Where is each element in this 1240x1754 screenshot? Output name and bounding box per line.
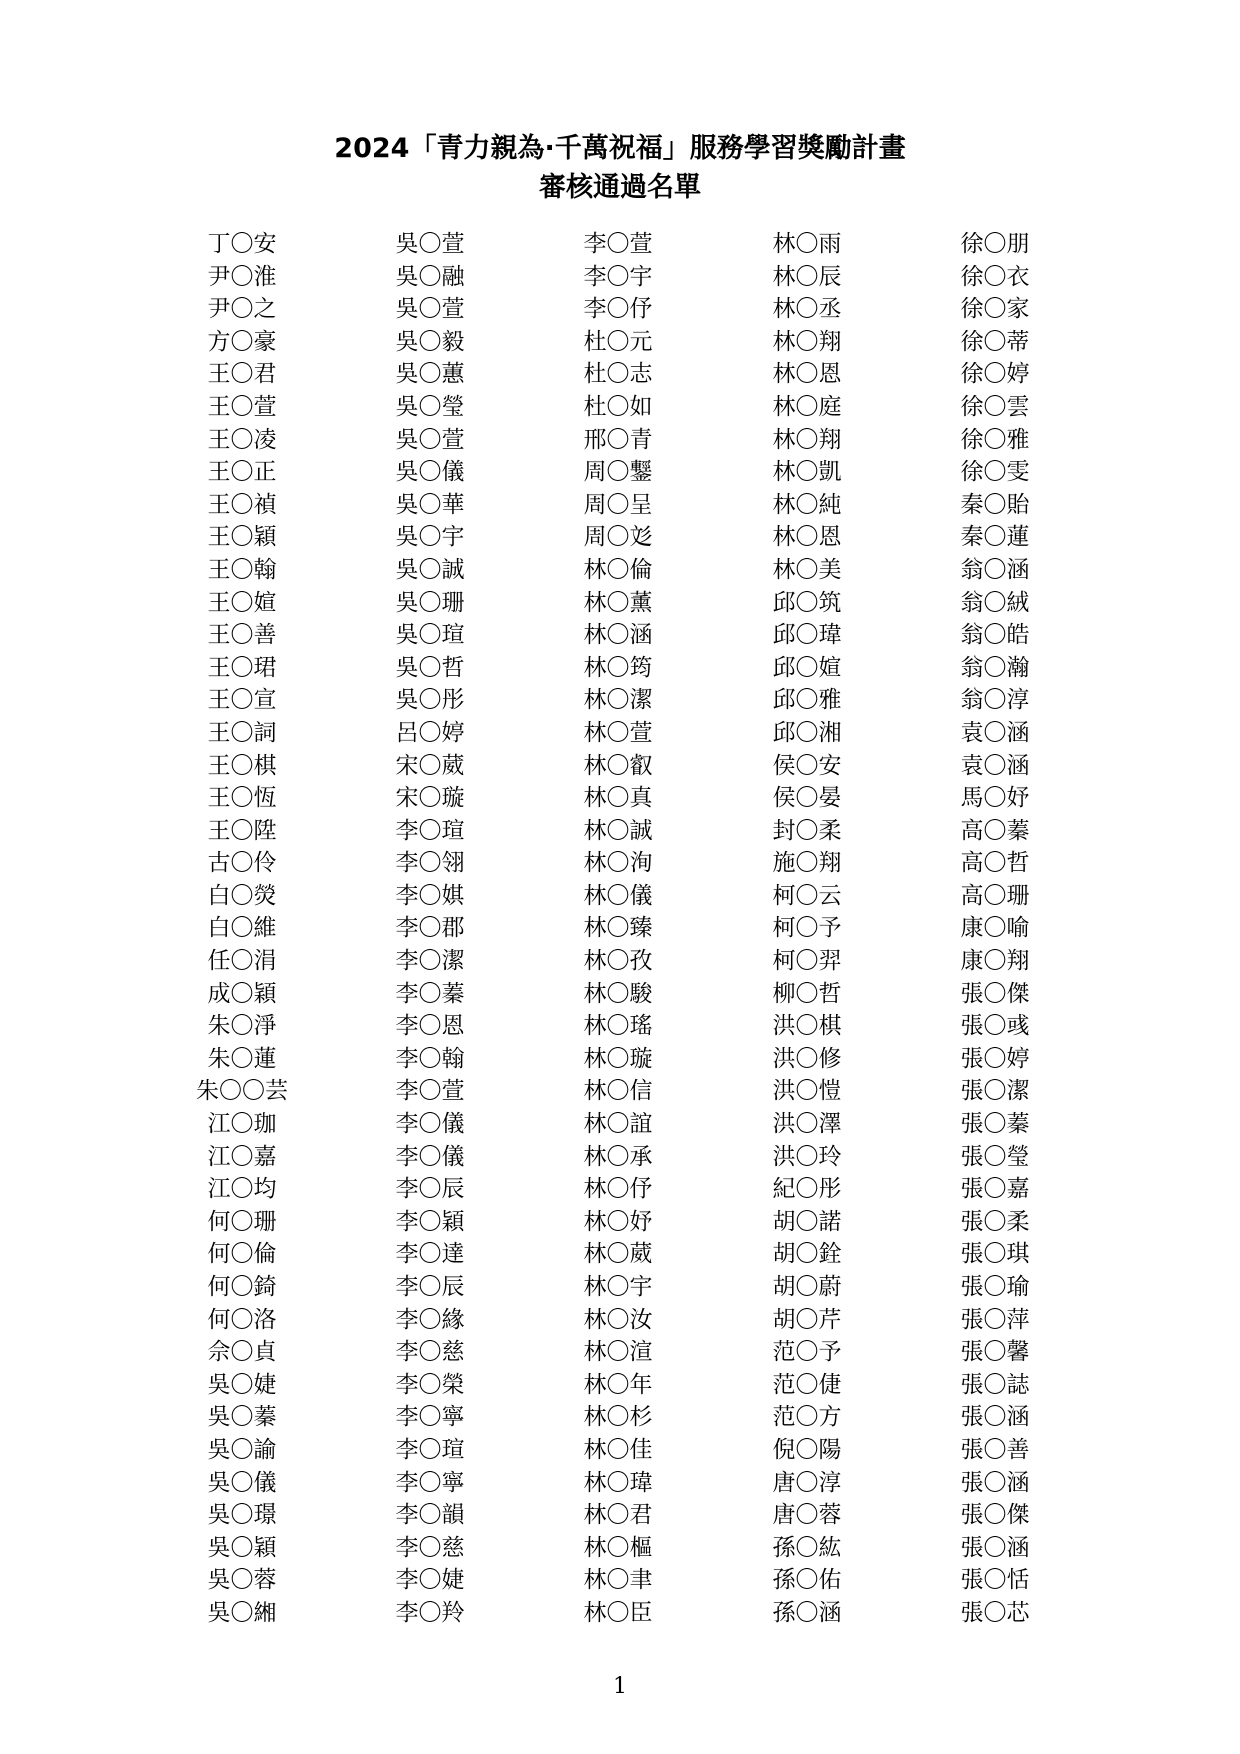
name-column-1: [167, 228, 317, 1630]
name-entry: 宋〇葳: [395, 752, 465, 779]
name-entry: 林〇君: [583, 1502, 653, 1529]
name-entry: 王〇禎: [207, 491, 277, 518]
name-entry: 林〇倫: [583, 556, 653, 583]
name-entry: 王〇媗: [207, 589, 277, 616]
name-entry: 邱〇媗: [772, 654, 842, 681]
name-entry: 邱〇筑: [772, 589, 842, 616]
name-entry: 周〇彣: [583, 524, 653, 551]
name-entry: 唐〇淳: [772, 1469, 842, 1496]
name-entry: 林〇葳: [583, 1241, 653, 1268]
name-entry: 林〇伃: [583, 1176, 653, 1203]
name-entry: 吳〇緗: [207, 1599, 277, 1626]
name-entry: 尹〇之: [207, 296, 277, 323]
name-entry: 張〇誌: [960, 1371, 1030, 1398]
name-entry: 朱〇淨: [207, 1013, 277, 1040]
name-entry: 袁〇涵: [960, 752, 1030, 779]
name-entry: 成〇穎: [207, 980, 277, 1007]
name-entry: 吳〇諭: [207, 1436, 277, 1463]
name-entry: 徐〇婷: [960, 361, 1030, 388]
name-entry: 李〇儀: [395, 1143, 465, 1170]
name-entry: 林〇誠: [583, 817, 653, 844]
name-entry: 邢〇青: [583, 426, 653, 453]
name-entry: 林〇汝: [583, 1306, 653, 1333]
name-entry: 何〇珊: [207, 1208, 277, 1235]
name-entry: 朱〇蓮: [207, 1045, 277, 1072]
name-entry: 林〇美: [772, 556, 842, 583]
name-entry: 林〇丞: [772, 296, 842, 323]
name-entry: 林〇渲: [583, 1339, 653, 1366]
name-entry: 吳〇珊: [395, 589, 465, 616]
name-entry: 洪〇棋: [772, 1013, 842, 1040]
name-entry: 林〇聿: [583, 1567, 653, 1594]
name-entry: 尹〇淮: [207, 263, 277, 290]
name-entry: 吳〇彤: [395, 687, 465, 714]
name-entry: 洪〇修: [772, 1045, 842, 1072]
name-entry: 林〇宇: [583, 1274, 653, 1300]
name-entry: 吳〇華: [395, 491, 465, 518]
name-entry: 邱〇瑋: [772, 622, 842, 649]
name-entry: 吳〇萱: [395, 231, 465, 257]
name-entry: 王〇君: [207, 361, 277, 388]
name-entry: 吳〇婕: [207, 1371, 277, 1398]
name-entry: 吳〇儀: [207, 1469, 277, 1496]
name-entry: 胡〇銓: [772, 1241, 842, 1268]
name-entry: 周〇鑋: [583, 459, 653, 486]
name-entry: 高〇哲: [960, 850, 1030, 877]
name-entry: 張〇善: [960, 1436, 1030, 1463]
name-entry: 洪〇愷: [772, 1078, 842, 1105]
name-column-4: [732, 228, 882, 1630]
name-entry: 徐〇蒂: [960, 328, 1030, 355]
name-entry: 張〇潔: [960, 1078, 1030, 1105]
name-entry: 王〇正: [207, 459, 277, 486]
name-entry: 古〇伶: [207, 850, 277, 877]
name-entry: 封〇柔: [772, 817, 842, 844]
name-entry: 王〇詞: [207, 719, 277, 746]
name-entry: 王〇善: [207, 622, 277, 649]
name-entry: 李〇儀: [395, 1111, 465, 1138]
name-entry: 李〇蓁: [395, 980, 465, 1007]
name-entry: 高〇蓁: [960, 817, 1030, 844]
name-entry: 張〇柔: [960, 1208, 1030, 1235]
name-entry: 吳〇宇: [395, 524, 465, 551]
name-entry: 胡〇芹: [772, 1306, 842, 1333]
name-entry: 張〇婷: [960, 1045, 1030, 1072]
name-entry: 王〇恆: [207, 785, 277, 812]
name-entry: 林〇佳: [583, 1436, 653, 1463]
name-entry: 佘〇貞: [207, 1339, 277, 1366]
name-entry: 杜〇如: [583, 393, 653, 420]
name-entry: 林〇恩: [772, 524, 842, 551]
name-column-3: [543, 228, 693, 1630]
name-entry: 林〇辰: [772, 263, 842, 290]
name-entry: 康〇喻: [960, 915, 1030, 942]
name-entry: 唐〇蓉: [772, 1502, 842, 1529]
name-entry: 秦〇貽: [960, 491, 1030, 518]
name-entry: 王〇翰: [207, 556, 277, 583]
name-entry: 李〇翰: [395, 1045, 465, 1072]
name-entry: 張〇瑩: [960, 1143, 1030, 1170]
name-entry: 何〇錡: [207, 1274, 277, 1300]
name-entry: 林〇翔: [772, 328, 842, 355]
name-entry: 林〇誼: [583, 1111, 653, 1138]
name-entry: 吳〇誠: [395, 556, 465, 583]
name-entry: 張〇琪: [960, 1241, 1030, 1268]
name-entry: 張〇馨: [960, 1339, 1030, 1366]
name-entry: 李〇恩: [395, 1013, 465, 1040]
name-entry: 施〇翔: [772, 850, 842, 877]
name-entry: 胡〇諾: [772, 1208, 842, 1235]
name-entry: 柯〇予: [772, 915, 842, 942]
name-entry: 王〇陞: [207, 817, 277, 844]
name-entry: 徐〇雯: [960, 459, 1030, 486]
name-entry: 侯〇安: [772, 752, 842, 779]
name-entry: 徐〇雅: [960, 426, 1030, 453]
name-entry: 林〇凱: [772, 459, 842, 486]
name-entry: 張〇涵: [960, 1404, 1030, 1431]
name-entry: 林〇瑋: [583, 1469, 653, 1496]
name-entry: 孫〇佑: [772, 1567, 842, 1594]
name-entry: 王〇穎: [207, 524, 277, 551]
name-entry: 王〇宣: [207, 687, 277, 714]
name-entry: 張〇芯: [960, 1599, 1030, 1626]
name-entry: 吳〇瑩: [395, 393, 465, 420]
name-entry: 林〇真: [583, 785, 653, 812]
name-entry: 李〇萱: [395, 1078, 465, 1105]
name-entry: 林〇臣: [583, 1599, 653, 1626]
name-entry: 林〇妤: [583, 1208, 653, 1235]
name-entry: 李〇羚: [395, 1599, 465, 1626]
name-entry: 林〇筠: [583, 654, 653, 681]
name-entry: 李〇達: [395, 1241, 465, 1268]
name-entry: 林〇翔: [772, 426, 842, 453]
name-entry: 侯〇晏: [772, 785, 842, 812]
name-entry: 李〇萱: [583, 231, 653, 257]
name-entry: 張〇蓁: [960, 1111, 1030, 1138]
name-entry: 方〇豪: [207, 328, 277, 355]
name-entry: 吳〇穎: [207, 1534, 277, 1561]
name-entry: 吳〇蕙: [395, 361, 465, 388]
document-title: 2024「青力親為·千萬祝福」服務學習獎勵計畫: [334, 133, 906, 164]
name-entry: 翁〇皓: [960, 622, 1030, 649]
name-entry: 王〇凌: [207, 426, 277, 453]
name-entry: 張〇瑜: [960, 1274, 1030, 1300]
name-entry: 翁〇絨: [960, 589, 1030, 616]
name-entry: 林〇純: [772, 491, 842, 518]
name-entry: 周〇呈: [583, 491, 653, 518]
name-entry: 林〇雨: [772, 231, 842, 257]
name-entry: 范〇倢: [772, 1371, 842, 1398]
name-entry: 吳〇萱: [395, 426, 465, 453]
name-entry: 林〇瑤: [583, 1013, 653, 1040]
name-entry: 吳〇融: [395, 263, 465, 290]
name-entry: 白〇維: [207, 915, 277, 942]
name-entry: 李〇穎: [395, 1208, 465, 1235]
name-entry: 柳〇哲: [772, 980, 842, 1007]
name-entry: 張〇嘉: [960, 1176, 1030, 1203]
name-entry: 江〇均: [207, 1176, 277, 1203]
name-entry: 李〇潔: [395, 948, 465, 975]
name-entry: 邱〇雅: [772, 687, 842, 714]
name-entry: 柯〇云: [772, 882, 842, 909]
name-entry: 林〇庭: [772, 393, 842, 420]
name-entry: 李〇榮: [395, 1371, 465, 1398]
name-entry: 杜〇元: [583, 328, 653, 355]
name-entry: 朱〇〇芸: [196, 1078, 288, 1105]
name-entry: 何〇倫: [207, 1241, 277, 1268]
name-entry: 倪〇陽: [772, 1436, 842, 1463]
name-entry: 吳〇瑄: [395, 622, 465, 649]
name-entry: 林〇薰: [583, 589, 653, 616]
name-entry: 邱〇湘: [772, 719, 842, 746]
name-column-5: [920, 228, 1070, 1630]
name-entry: 馬〇妤: [960, 785, 1030, 812]
name-entry: 張〇傑: [960, 1502, 1030, 1529]
name-entry: 張〇彧: [960, 1013, 1030, 1040]
name-entry: 李〇慈: [395, 1534, 465, 1561]
name-entry: 張〇涵: [960, 1534, 1030, 1561]
name-column-2: [355, 228, 505, 1630]
name-entry: 吳〇蓉: [207, 1567, 277, 1594]
name-entry: 江〇珈: [207, 1111, 277, 1138]
name-entry: 林〇年: [583, 1371, 653, 1398]
name-entry: 林〇承: [583, 1143, 653, 1170]
name-entry: 白〇熒: [207, 882, 277, 909]
name-entry: 林〇儀: [583, 882, 653, 909]
name-entry: 林〇杉: [583, 1404, 653, 1431]
name-entry: 李〇娸: [395, 882, 465, 909]
name-entry: 林〇璇: [583, 1045, 653, 1072]
name-entry: 洪〇澤: [772, 1111, 842, 1138]
name-entry: 李〇寧: [395, 1469, 465, 1496]
name-entry: 林〇樞: [583, 1534, 653, 1561]
name-entry: 丁〇安: [207, 231, 277, 257]
name-entry: 林〇駿: [583, 980, 653, 1007]
name-entry: 洪〇玲: [772, 1143, 842, 1170]
name-entry: 李〇郡: [395, 915, 465, 942]
name-entry: 王〇珺: [207, 654, 277, 681]
name-entry: 徐〇朋: [960, 231, 1030, 257]
name-entry: 范〇予: [772, 1339, 842, 1366]
name-entry: 呂〇婷: [395, 719, 465, 746]
name-entry: 林〇孜: [583, 948, 653, 975]
name-entry: 張〇涵: [960, 1469, 1030, 1496]
name-entry: 袁〇涵: [960, 719, 1030, 746]
name-entry: 任〇涓: [207, 948, 277, 975]
name-entry: 吳〇璟: [207, 1502, 277, 1529]
name-entry: 吳〇萱: [395, 296, 465, 323]
name-entry: 李〇伃: [583, 296, 653, 323]
name-entry: 李〇辰: [395, 1274, 465, 1300]
name-entry: 徐〇雲: [960, 393, 1030, 420]
name-entry: 李〇瑄: [395, 1436, 465, 1463]
name-entry: 康〇翔: [960, 948, 1030, 975]
name-entry: 吳〇儀: [395, 459, 465, 486]
name-entry: 林〇臻: [583, 915, 653, 942]
name-entry: 胡〇蔚: [772, 1274, 842, 1300]
name-entry: 林〇恩: [772, 361, 842, 388]
name-entry: 孫〇涵: [772, 1599, 842, 1626]
name-entry: 紀〇彤: [772, 1176, 842, 1203]
name-entry: 吳〇毅: [395, 328, 465, 355]
page-number: 1: [613, 1674, 627, 1699]
name-entry: 張〇恬: [960, 1567, 1030, 1594]
name-entry: 宋〇璇: [395, 785, 465, 812]
name-entry: 翁〇瀚: [960, 654, 1030, 681]
name-entry: 林〇潔: [583, 687, 653, 714]
document-subtitle: 審核通過名單: [539, 172, 701, 203]
name-entry: 徐〇衣: [960, 263, 1030, 290]
name-entry: 翁〇涵: [960, 556, 1030, 583]
name-entry: 柯〇羿: [772, 948, 842, 975]
name-entry: 李〇慈: [395, 1339, 465, 1366]
name-entry: 徐〇家: [960, 296, 1030, 323]
name-entry: 李〇翎: [395, 850, 465, 877]
name-entry: 林〇信: [583, 1078, 653, 1105]
name-entry: 林〇洵: [583, 850, 653, 877]
name-entry: 秦〇蓮: [960, 524, 1030, 551]
name-entry: 吳〇蓁: [207, 1404, 277, 1431]
name-entry: 王〇萱: [207, 393, 277, 420]
name-entry: 張〇萍: [960, 1306, 1030, 1333]
name-entry: 翁〇淳: [960, 687, 1030, 714]
name-entry: 高〇珊: [960, 882, 1030, 909]
name-entry: 李〇宇: [583, 263, 653, 290]
name-entry: 江〇嘉: [207, 1143, 277, 1170]
name-entry: 李〇寧: [395, 1404, 465, 1431]
name-entry: 李〇辰: [395, 1176, 465, 1203]
name-entry: 王〇棋: [207, 752, 277, 779]
name-entry: 何〇洛: [207, 1306, 277, 1333]
name-entry: 林〇涵: [583, 622, 653, 649]
name-entry: 李〇緣: [395, 1306, 465, 1333]
name-entry: 吳〇哲: [395, 654, 465, 681]
name-entry: 李〇瑄: [395, 817, 465, 844]
name-entry: 杜〇志: [583, 361, 653, 388]
name-entry: 林〇叡: [583, 752, 653, 779]
name-entry: 范〇方: [772, 1404, 842, 1431]
name-entry: 李〇韻: [395, 1502, 465, 1529]
name-entry: 張〇傑: [960, 980, 1030, 1007]
name-entry: 李〇婕: [395, 1567, 465, 1594]
name-entry: 林〇萱: [583, 719, 653, 746]
name-entry: 孫〇紘: [772, 1534, 842, 1561]
